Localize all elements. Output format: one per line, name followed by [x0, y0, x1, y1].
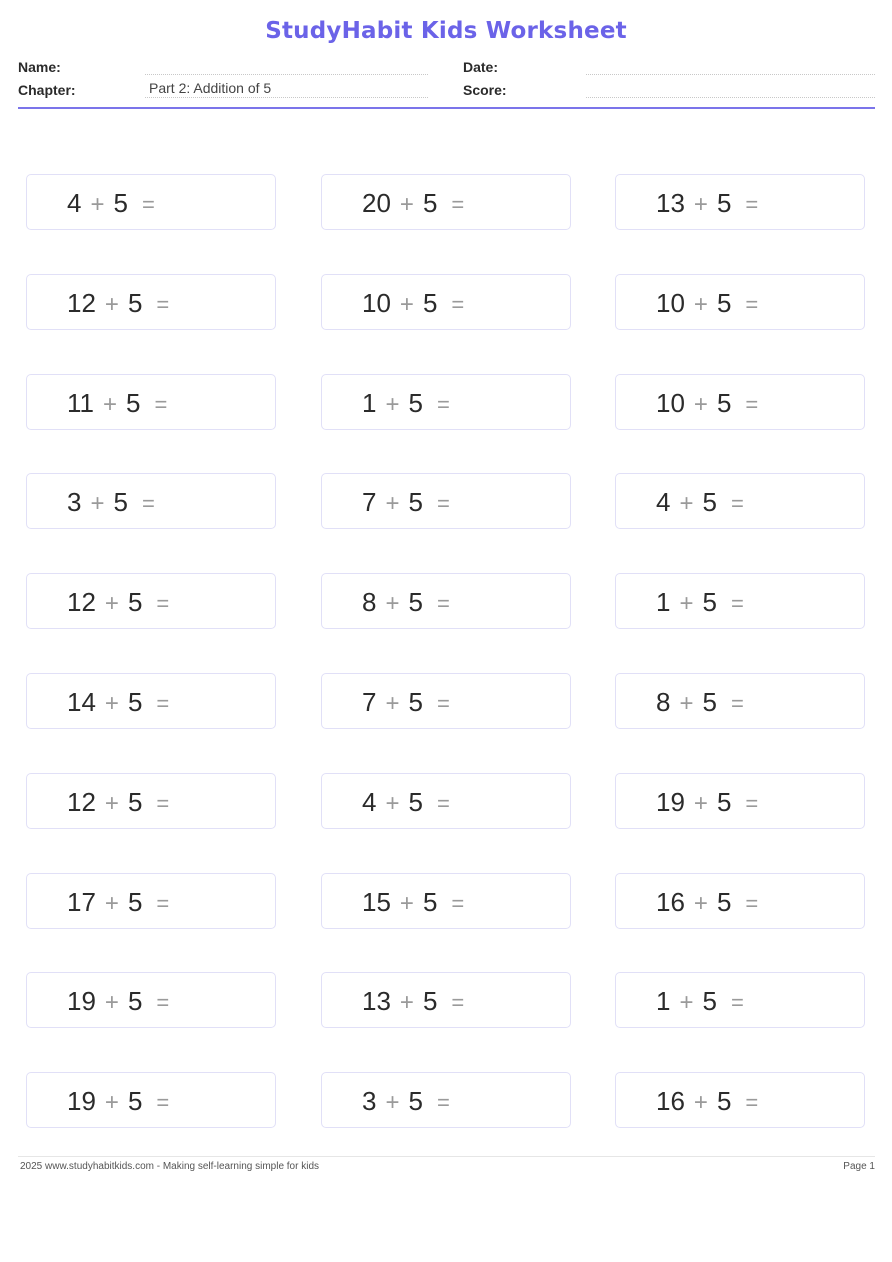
- plus-sign: +: [679, 690, 694, 717]
- problem-box[interactable]: [615, 174, 865, 230]
- first-addend: 13: [656, 188, 685, 218]
- first-addend: 16: [656, 887, 685, 917]
- addition-expression: [656, 288, 758, 320]
- addition-expression: [362, 587, 450, 619]
- plus-sign: +: [385, 790, 400, 817]
- first-addend: 13: [362, 986, 391, 1016]
- first-addend: 4: [362, 787, 377, 817]
- equals-sign: =: [156, 791, 170, 816]
- problem-box[interactable]: [26, 174, 276, 230]
- second-addend: 5: [113, 188, 128, 218]
- equals-sign: =: [436, 1090, 450, 1115]
- first-addend: 10: [362, 288, 391, 318]
- second-addend: 5: [127, 787, 143, 817]
- first-addend: 19: [67, 1086, 96, 1116]
- problem-box[interactable]: [615, 274, 865, 330]
- second-addend: 5: [408, 388, 423, 418]
- addition-expression: [67, 188, 155, 220]
- plus-sign: +: [385, 490, 400, 517]
- plus-sign: +: [679, 989, 694, 1016]
- equals-sign: =: [451, 192, 465, 217]
- equals-sign: =: [436, 591, 450, 616]
- score-label: Score:: [463, 82, 507, 98]
- plus-sign: +: [104, 690, 119, 717]
- plus-sign: +: [104, 291, 119, 318]
- addition-expression: [362, 887, 464, 919]
- first-addend: 10: [656, 388, 685, 418]
- second-addend: 5: [127, 1086, 143, 1116]
- first-addend: 17: [67, 887, 96, 917]
- problem-box[interactable]: [321, 1072, 571, 1128]
- addition-expression: [656, 1086, 758, 1118]
- plus-sign: +: [104, 590, 119, 617]
- second-addend: 5: [422, 188, 438, 218]
- plus-sign: +: [385, 690, 400, 717]
- addition-expression: [362, 687, 450, 719]
- problem-box[interactable]: [321, 972, 571, 1028]
- first-addend: 14: [67, 687, 96, 717]
- addition-expression: [67, 587, 169, 619]
- first-addend: 12: [67, 587, 96, 617]
- equals-sign: =: [141, 192, 155, 217]
- second-addend: 5: [716, 188, 732, 218]
- addition-expression: [362, 188, 464, 220]
- addition-expression: [656, 787, 758, 819]
- second-addend: 5: [408, 1086, 423, 1116]
- plus-sign: +: [399, 989, 414, 1016]
- second-addend: 5: [408, 787, 423, 817]
- problem-box[interactable]: [321, 473, 571, 529]
- problem-box[interactable]: [321, 773, 571, 829]
- plus-sign: +: [90, 490, 105, 517]
- plus-sign: +: [104, 1089, 119, 1116]
- second-addend: 5: [127, 687, 143, 717]
- first-addend: 20: [362, 188, 391, 218]
- equals-sign: =: [745, 192, 759, 217]
- problem-box[interactable]: [321, 274, 571, 330]
- addition-expression: [656, 986, 744, 1018]
- problem-box[interactable]: [615, 972, 865, 1028]
- chapter-field: Part 2: Addition of 5: [145, 80, 428, 98]
- plus-sign: +: [693, 1089, 708, 1116]
- second-addend: 5: [716, 887, 732, 917]
- first-addend: 1: [362, 388, 377, 418]
- equals-sign: =: [156, 292, 170, 317]
- plus-sign: +: [385, 590, 400, 617]
- problem-box[interactable]: [26, 773, 276, 829]
- first-addend: 1: [656, 587, 671, 617]
- problem-box[interactable]: [26, 473, 276, 529]
- first-addend: 8: [362, 587, 377, 617]
- plus-sign: +: [399, 291, 414, 318]
- equals-sign: =: [156, 891, 170, 916]
- problem-box[interactable]: [26, 1072, 276, 1128]
- name-field[interactable]: [145, 57, 428, 75]
- second-addend: 5: [422, 986, 438, 1016]
- first-addend: 10: [656, 288, 685, 318]
- first-addend: 11: [67, 388, 94, 418]
- date-field[interactable]: [586, 57, 875, 75]
- addition-expression: [67, 288, 169, 320]
- problem-box[interactable]: [321, 873, 571, 929]
- second-addend: 5: [127, 587, 143, 617]
- header-divider: [18, 107, 875, 109]
- second-addend: 5: [408, 487, 423, 517]
- problem-box[interactable]: [615, 374, 865, 430]
- first-addend: 19: [656, 787, 685, 817]
- problem-box[interactable]: [26, 573, 276, 629]
- second-addend: 5: [716, 1086, 732, 1116]
- equals-sign: =: [745, 891, 759, 916]
- second-addend: 5: [702, 487, 717, 517]
- equals-sign: =: [436, 791, 450, 816]
- addition-expression: [67, 887, 169, 919]
- problem-box[interactable]: [321, 673, 571, 729]
- first-addend: 7: [362, 687, 377, 717]
- problem-box[interactable]: [26, 274, 276, 330]
- problem-box[interactable]: [26, 673, 276, 729]
- plus-sign: +: [693, 790, 708, 817]
- second-addend: 5: [702, 986, 717, 1016]
- equals-sign: =: [451, 990, 465, 1015]
- problem-box[interactable]: [26, 374, 276, 430]
- plus-sign: +: [693, 191, 708, 218]
- equals-sign: =: [745, 791, 759, 816]
- second-addend: 5: [127, 986, 143, 1016]
- equals-sign: =: [451, 891, 465, 916]
- problem-box[interactable]: [321, 374, 571, 430]
- first-addend: 3: [67, 487, 82, 517]
- first-addend: 8: [656, 687, 671, 717]
- second-addend: 5: [422, 887, 438, 917]
- date-label: Date:: [463, 59, 499, 75]
- problem-box[interactable]: [26, 972, 276, 1028]
- second-addend: 5: [127, 887, 143, 917]
- equals-sign: =: [156, 990, 170, 1015]
- equals-sign: =: [156, 691, 170, 716]
- name-label: Name:: [18, 59, 61, 75]
- addition-expression: [67, 388, 167, 420]
- equals-sign: =: [156, 591, 170, 616]
- equals-sign: =: [745, 392, 759, 417]
- plus-sign: +: [385, 391, 400, 418]
- addition-expression: [67, 787, 169, 819]
- second-addend: 5: [127, 288, 143, 318]
- addition-expression: [656, 587, 744, 619]
- equals-sign: =: [745, 1090, 759, 1115]
- second-addend: 5: [702, 687, 717, 717]
- addition-expression: [67, 986, 169, 1018]
- plus-sign: +: [399, 890, 414, 917]
- first-addend: 7: [362, 487, 377, 517]
- equals-sign: =: [436, 392, 450, 417]
- footer-divider: [18, 1156, 875, 1157]
- equals-sign: =: [451, 292, 465, 317]
- plus-sign: +: [693, 291, 708, 318]
- equals-sign: =: [436, 691, 450, 716]
- plus-sign: +: [679, 490, 694, 517]
- plus-sign: +: [693, 391, 708, 418]
- second-addend: 5: [113, 487, 128, 517]
- first-addend: 16: [656, 1086, 685, 1116]
- problem-box[interactable]: [615, 773, 865, 829]
- plus-sign: +: [679, 590, 694, 617]
- addition-expression: [362, 487, 450, 519]
- problem-box[interactable]: [321, 573, 571, 629]
- addition-expression: [362, 388, 450, 420]
- equals-sign: =: [154, 392, 168, 417]
- addition-expression: [656, 487, 744, 519]
- problem-box[interactable]: [26, 873, 276, 929]
- second-addend: 5: [408, 587, 423, 617]
- first-addend: 3: [362, 1086, 377, 1116]
- chapter-label: Chapter:: [18, 82, 76, 98]
- addition-expression: [362, 986, 464, 1018]
- second-addend: 5: [702, 587, 717, 617]
- equals-sign: =: [745, 292, 759, 317]
- equals-sign: =: [730, 691, 744, 716]
- equals-sign: =: [156, 1090, 170, 1115]
- equals-sign: =: [730, 491, 744, 516]
- second-addend: 5: [422, 288, 438, 318]
- plus-sign: +: [104, 989, 119, 1016]
- page-number: Page 1: [843, 1161, 875, 1172]
- worksheet-title: StudyHabit Kids Worksheet: [265, 18, 627, 44]
- plus-sign: +: [399, 191, 414, 218]
- addition-expression: [362, 288, 464, 320]
- footer-credit: 2025 www.studyhabitkids.com - Making self-learning simple for kids: [20, 1161, 320, 1172]
- second-addend: 5: [716, 388, 732, 418]
- second-addend: 5: [126, 388, 141, 418]
- problem-box[interactable]: [615, 473, 865, 529]
- score-field[interactable]: [586, 80, 875, 98]
- plus-sign: +: [104, 790, 119, 817]
- meta-row-name-date: [18, 57, 875, 79]
- plus-sign: +: [104, 890, 119, 917]
- first-addend: 15: [362, 887, 391, 917]
- addition-expression: [656, 188, 758, 220]
- plus-sign: +: [385, 1089, 400, 1116]
- addition-expression: [362, 1086, 450, 1118]
- first-addend: 4: [656, 487, 671, 517]
- plus-sign: +: [103, 391, 118, 418]
- addition-expression: [656, 687, 744, 719]
- addition-expression: [67, 687, 169, 719]
- first-addend: 4: [67, 188, 82, 218]
- problem-box[interactable]: [615, 573, 865, 629]
- second-addend: 5: [408, 687, 423, 717]
- addition-expression: [67, 487, 155, 519]
- second-addend: 5: [716, 288, 732, 318]
- meta-row-chapter-score: [18, 80, 875, 102]
- first-addend: 1: [656, 986, 671, 1016]
- second-addend: 5: [716, 787, 732, 817]
- addition-expression: [656, 388, 758, 420]
- problem-box[interactable]: [321, 174, 571, 230]
- addition-expression: [656, 887, 758, 919]
- plus-sign: +: [90, 191, 105, 218]
- problem-box[interactable]: [615, 673, 865, 729]
- problem-box[interactable]: [615, 873, 865, 929]
- first-addend: 19: [67, 986, 96, 1016]
- equals-sign: =: [436, 491, 450, 516]
- equals-sign: =: [730, 990, 744, 1015]
- first-addend: 12: [67, 787, 96, 817]
- equals-sign: =: [730, 591, 744, 616]
- addition-expression: [362, 787, 450, 819]
- problem-box[interactable]: [615, 1072, 865, 1128]
- equals-sign: =: [141, 491, 155, 516]
- plus-sign: +: [693, 890, 708, 917]
- first-addend: 12: [67, 288, 96, 318]
- addition-expression: [67, 1086, 169, 1118]
